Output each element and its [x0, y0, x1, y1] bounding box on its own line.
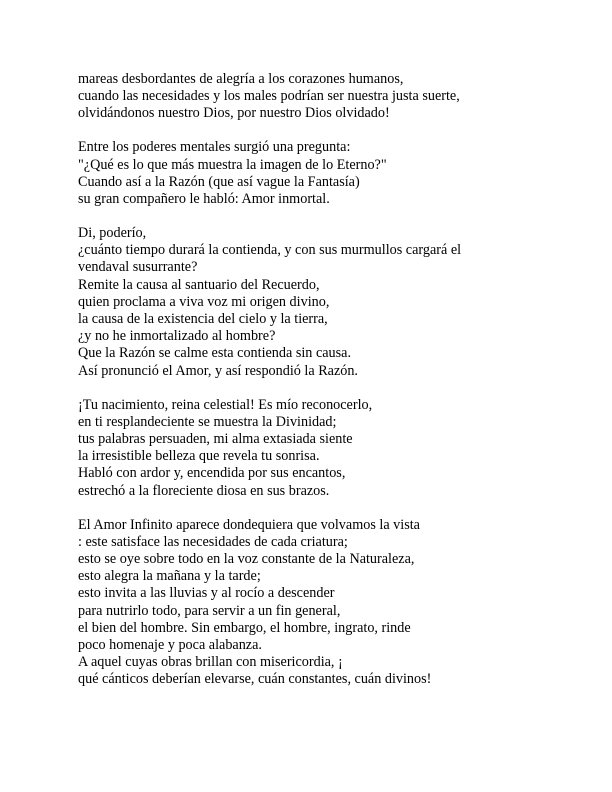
poem-line: esto se oye sobre todo en la voz constante de la Naturaleza,	[78, 551, 415, 568]
stanza-4	[78, 397, 578, 500]
poem-line: Que la Razón se calme esta contienda sin causa.	[78, 345, 351, 362]
poem-line: el bien del hombre. Sin embargo, el hombre, ingrato, rinde	[78, 619, 411, 636]
poem-line: esto alegra la mañana y la tarde;	[78, 568, 261, 585]
poem-line: tus palabras persuaden, mi alma extasiada siente	[78, 431, 353, 448]
poem-line: para nutrirlo todo, para servir a un fin general,	[78, 602, 341, 619]
poem-line: cuando las necesidades y los males podrían ser nuestra justa suerte,	[78, 88, 460, 105]
poem-line: olvidándonos nuestro Dios, por nuestro Dios olvidado!	[78, 105, 390, 122]
poem-line: "¿Qué es lo que más muestra la imagen de lo Eterno?"	[78, 156, 387, 173]
poem-line: esto invita a las lluvias y al rocío a descender	[78, 585, 335, 602]
poem-line: Habló con ardor y, encendida por sus encantos,	[78, 465, 346, 482]
poem-line: : este satisface las necesidades de cada criatura;	[78, 533, 348, 550]
poem-line: ¿cuánto tiempo durará la contienda, y con sus murmullos cargará el	[78, 242, 462, 259]
stanza-2	[78, 139, 578, 208]
stanza-1	[78, 71, 578, 123]
stanza-5	[78, 517, 578, 689]
poem-line: qué cánticos deberían elevarse, cuán constantes, cuán divinos!	[78, 671, 432, 688]
poem-line: Remite la causa al santuario del Recuerdo,	[78, 276, 320, 293]
poem-line: poco homenaje y poca alabanza.	[78, 637, 262, 654]
stanza-3	[78, 225, 578, 380]
poem-line: ¡Tu nacimiento, reina celestial! Es mío reconocerlo,	[78, 396, 373, 413]
poem-line: Di, poderío,	[78, 225, 147, 242]
poem-line: El Amor Infinito aparece dondequiera que volvamos la vista	[78, 516, 420, 533]
poem-line: mareas desbordantes de alegría a los corazones humanos,	[78, 71, 404, 87]
poem-line: Así pronunció el Amor, y así respondió la Razón.	[78, 362, 358, 379]
poem-line: Entre los poderes mentales surgió una pregunta:	[78, 139, 351, 156]
poem-line: vendaval susurrante?	[78, 259, 198, 276]
poem-line: ¿y no he inmortalizado al hombre?	[78, 328, 276, 345]
poem-line: quien proclama a viva voz mi origen divino,	[78, 293, 330, 310]
poem-line: A aquel cuyas obras brillan con misericordia, ¡	[78, 654, 343, 671]
poem-line: la causa de la existencia del cielo y la tierra,	[78, 311, 328, 328]
poem-line: Cuando así a la Razón (que así vague la Fantasía)	[78, 173, 360, 190]
poem-line: la irresistible belleza que revela tu sonrisa.	[78, 448, 320, 465]
poem-line: en ti resplandeciente se muestra la Divinidad;	[78, 413, 337, 430]
poem-text	[78, 71, 578, 705]
poem-line: estrechó a la floreciente diosa en sus brazos.	[78, 482, 330, 499]
poem-line: su gran compañero le habló: Amor inmortal.	[78, 191, 330, 208]
